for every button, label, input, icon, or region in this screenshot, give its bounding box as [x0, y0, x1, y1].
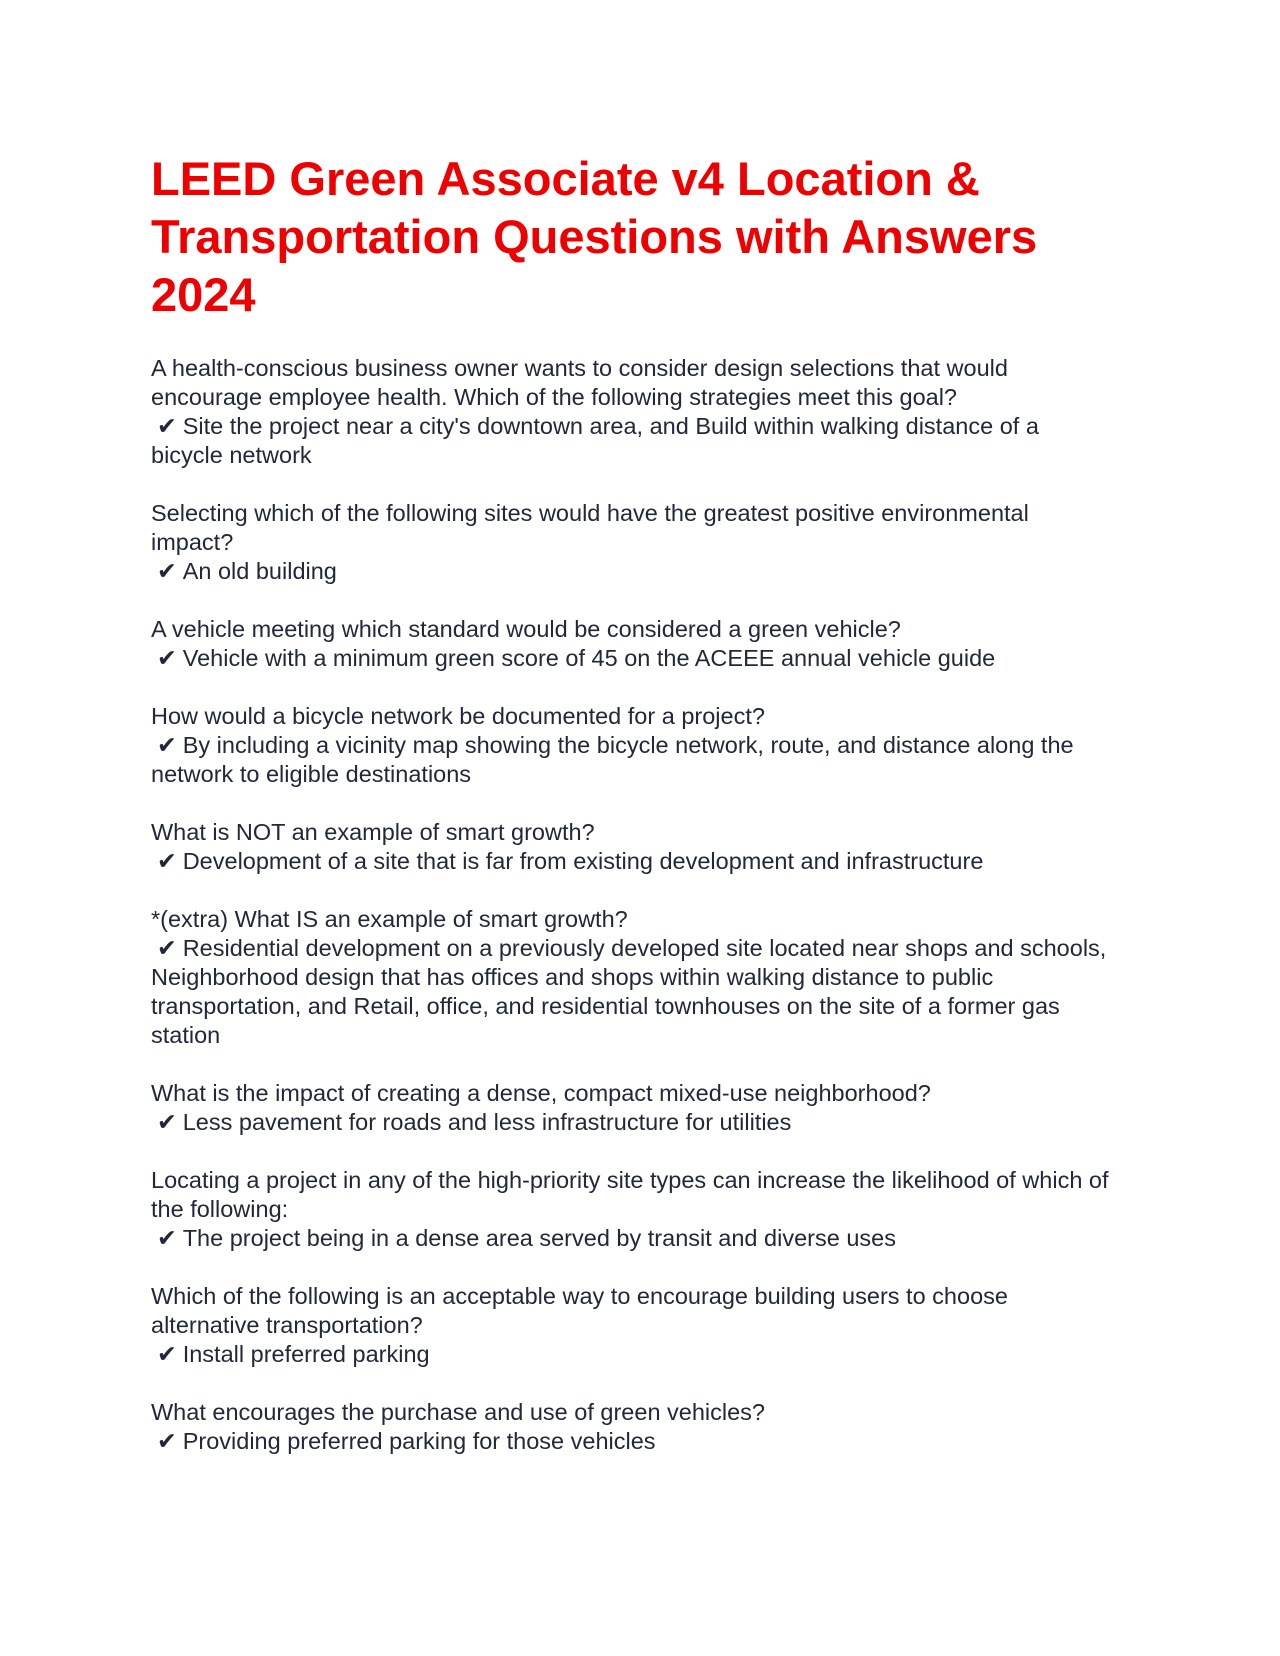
- question-text: A health-conscious business owner wants to consider design selections that would encourage employee health. Which of the following strategies meet this goal?: [151, 355, 1008, 410]
- question-text: What is the impact of creating a dense, compact mixed-use neighborhood?: [151, 1080, 931, 1106]
- answer-text: [151, 412, 1111, 470]
- answer-value: The project being in a dense area served by transit and diverse uses: [182, 1225, 896, 1251]
- check-icon: ✔: [157, 1428, 177, 1454]
- question-text: What encourages the purchase and use of green vehicles?: [151, 1399, 766, 1425]
- answer-text: [151, 644, 1111, 673]
- answer-text: [151, 1108, 1111, 1137]
- question-text: Which of the following is an acceptable way to encourage building users to choose alternative transportation?: [151, 1283, 1008, 1338]
- question-text: What is NOT an example of smart growth?: [151, 819, 595, 845]
- answer-value: Residential development on a previously developed site located near shops and schools, Neighborhood design that has offices and shops within walking distance to public transportation, and Retail, office, and residential townhouses on the site of a former gas station: [151, 935, 1107, 1048]
- qa-item: [151, 702, 1111, 789]
- answer-text: [151, 934, 1111, 1050]
- qa-item: [151, 615, 1111, 673]
- answer-text: [151, 557, 1111, 586]
- answer-text: [151, 731, 1111, 789]
- check-icon: ✔: [157, 558, 177, 584]
- qa-item: [151, 818, 1111, 876]
- question-text: Locating a project in any of the high-priority site types can increase the likelihood of which of the following:: [151, 1167, 1109, 1222]
- question-text: Selecting which of the following sites would have the greatest positive environmental impact?: [151, 500, 1029, 555]
- check-icon: ✔: [157, 1341, 177, 1367]
- qa-item: [151, 1398, 1111, 1456]
- check-icon: ✔: [157, 732, 177, 758]
- check-icon: ✔: [157, 1109, 177, 1135]
- answer-value: Site the project near a city's downtown area, and Build within walking distance of a bicycle network: [151, 413, 1039, 468]
- qa-item: [151, 1079, 1111, 1137]
- check-icon: ✔: [157, 645, 177, 671]
- check-icon: ✔: [157, 935, 177, 961]
- answer-text: [151, 1224, 1111, 1253]
- qa-item: [151, 1282, 1111, 1369]
- document-page: [151, 150, 1111, 1485]
- answer-value: Install preferred parking: [182, 1341, 430, 1367]
- answer-value: By including a vicinity map showing the bicycle network, route, and distance along the network to eligible destinations: [151, 732, 1074, 787]
- qa-item: [151, 905, 1111, 1050]
- question-text: How would a bicycle network be documented for a project?: [151, 703, 765, 729]
- answer-text: [151, 1427, 1111, 1456]
- answer-text: [151, 1340, 1111, 1369]
- answer-value: Development of a site that is far from existing development and infrastructure: [182, 848, 984, 874]
- answer-value: An old building: [182, 558, 337, 584]
- answer-value: Less pavement for roads and less infrastructure for utilities: [182, 1109, 792, 1135]
- answer-value: Providing preferred parking for those vehicles: [182, 1428, 656, 1454]
- answer-value: Vehicle with a minimum green score of 45 on the ACEEE annual vehicle guide: [182, 645, 996, 671]
- question-text: A vehicle meeting which standard would be considered a green vehicle?: [151, 616, 901, 642]
- check-icon: ✔: [157, 1225, 177, 1251]
- document-title: LEED Green Associate v4 Location & Transportation Questions with Answers 2024: [151, 152, 1038, 321]
- qa-list: [151, 354, 1111, 1456]
- qa-item: [151, 354, 1111, 470]
- question-text: *(extra) What IS an example of smart growth?: [151, 906, 628, 932]
- check-icon: ✔: [157, 413, 177, 439]
- qa-item: [151, 1166, 1111, 1253]
- check-icon: ✔: [157, 848, 177, 874]
- qa-item: [151, 499, 1111, 586]
- answer-text: [151, 847, 1111, 876]
